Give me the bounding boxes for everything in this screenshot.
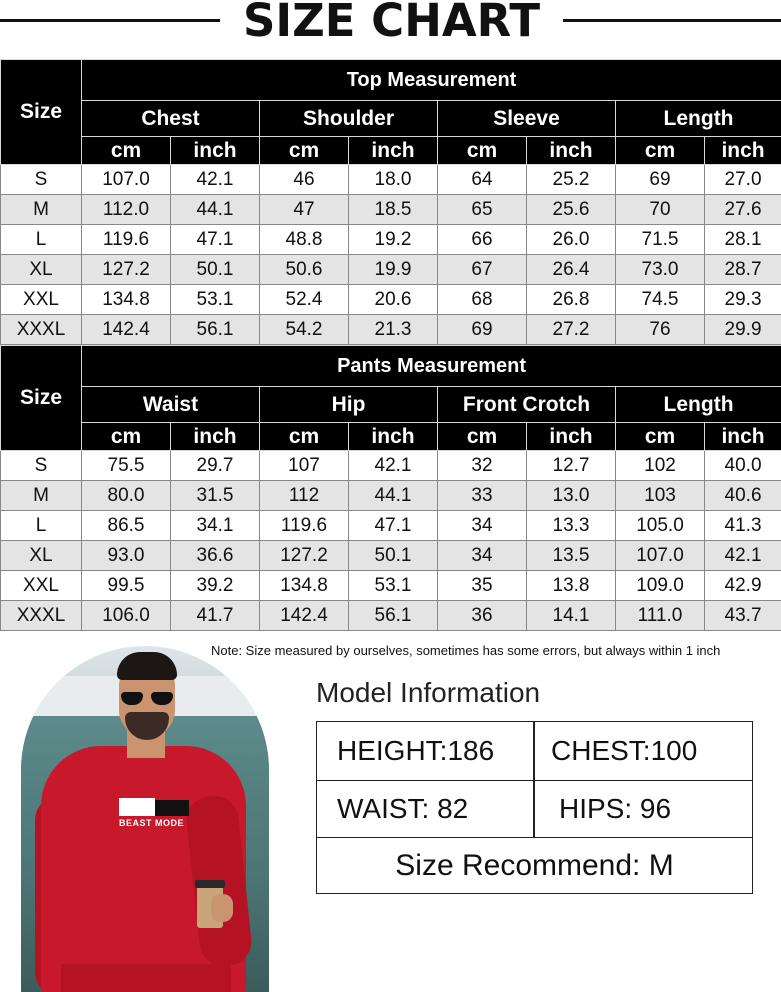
unit-header-inch: inch <box>527 137 616 165</box>
unit-header-cm: cm <box>82 137 171 165</box>
measurement-cell: 112 <box>260 481 349 511</box>
sunglasses-icon <box>121 692 173 705</box>
measurement-cell: 65 <box>438 195 527 225</box>
measurement-cell: 52.4 <box>260 285 349 315</box>
measurement-cell: 107 <box>260 451 349 481</box>
measurement-cell: 46 <box>260 165 349 195</box>
measurement-cell: 44.1 <box>171 195 260 225</box>
unit-header-cm: cm <box>82 423 171 451</box>
table-row <box>1 285 781 315</box>
measurement-cell: 80.0 <box>82 481 171 511</box>
group-header-hip: Hip <box>260 387 438 423</box>
measurement-cell: 127.2 <box>260 541 349 571</box>
measurement-cell: 28.7 <box>705 255 781 285</box>
measurement-cell: 106.0 <box>82 601 171 631</box>
size-cell: M <box>1 195 82 225</box>
size-cell: XXL <box>1 285 82 315</box>
size-recommendation: Size Recommend: M <box>395 848 674 882</box>
measurement-cell: 109.0 <box>616 571 705 601</box>
model-info-row <box>317 838 752 893</box>
measurement-cell: 53.1 <box>349 571 438 601</box>
table-row <box>1 601 781 631</box>
size-cell: XXXL <box>1 315 82 345</box>
model-info-heading: Model Information <box>316 677 541 708</box>
model-hair <box>117 652 177 680</box>
measurement-cell: 29.3 <box>705 285 781 315</box>
measurement-cell: 50.1 <box>349 541 438 571</box>
table-row <box>1 315 781 345</box>
model-info-box <box>316 721 753 894</box>
measurement-cell: 14.1 <box>527 601 616 631</box>
measurement-cell: 48.8 <box>260 225 349 255</box>
title-rule-right <box>563 19 781 22</box>
model-height: HEIGHT:186 <box>337 735 495 766</box>
measurement-cell: 107.0 <box>82 165 171 195</box>
measurement-cell: 74.5 <box>616 285 705 315</box>
unit-header-cm: cm <box>260 137 349 165</box>
unit-header-inch: inch <box>349 423 438 451</box>
measurement-cell: 50.1 <box>171 255 260 285</box>
measurement-cell: 107.0 <box>616 541 705 571</box>
table-row <box>1 225 781 255</box>
measurement-cell: 34 <box>438 541 527 571</box>
measurement-cell: 41.3 <box>705 511 781 541</box>
group-header-waist: Waist <box>82 387 260 423</box>
table-row <box>1 481 781 511</box>
measurement-cell: 20.6 <box>349 285 438 315</box>
pants-measurement-heading: Pants Measurement <box>82 346 781 387</box>
shirt-print-text: BEAST MODE <box>119 818 185 828</box>
measurement-cell: 75.5 <box>82 451 171 481</box>
measurement-cell: 99.5 <box>82 571 171 601</box>
unit-header-cm: cm <box>616 423 705 451</box>
measurement-cell: 54.2 <box>260 315 349 345</box>
measurement-cell: 36.6 <box>171 541 260 571</box>
measurement-cell: 42.1 <box>349 451 438 481</box>
page-title: SIZE CHART <box>242 0 541 47</box>
measurement-cell: 142.4 <box>82 315 171 345</box>
measurement-cell: 43.7 <box>705 601 781 631</box>
measurement-cell: 64 <box>438 165 527 195</box>
measurement-cell: 35 <box>438 571 527 601</box>
unit-header-inch: inch <box>349 137 438 165</box>
measurement-cell: 111.0 <box>616 601 705 631</box>
measurement-cell: 50.6 <box>260 255 349 285</box>
shirt-print <box>119 798 191 836</box>
table-row <box>1 165 781 195</box>
measurement-cell: 42.9 <box>705 571 781 601</box>
measurement-cell: 34 <box>438 511 527 541</box>
unit-header-cm: cm <box>260 423 349 451</box>
measurement-cell: 29.7 <box>171 451 260 481</box>
measurement-cell: 56.1 <box>349 601 438 631</box>
size-column-header: Size <box>1 60 82 165</box>
unit-header-inch: inch <box>171 423 260 451</box>
measurement-cell: 103 <box>616 481 705 511</box>
measurement-cell: 26.4 <box>527 255 616 285</box>
model-hand <box>211 894 233 922</box>
size-column-header: Size <box>1 346 82 451</box>
measurement-cell: 25.6 <box>527 195 616 225</box>
model-chest: CHEST:100 <box>551 735 698 766</box>
measurement-cell: 142.4 <box>260 601 349 631</box>
measurement-cell: 70 <box>616 195 705 225</box>
unit-header-inch: inch <box>171 137 260 165</box>
measurement-cell: 56.1 <box>171 315 260 345</box>
measurement-cell: 19.9 <box>349 255 438 285</box>
group-header-length: Length <box>616 101 781 137</box>
measurement-cell: 44.1 <box>349 481 438 511</box>
measurement-cell: 29.9 <box>705 315 781 345</box>
measurement-cell: 47 <box>260 195 349 225</box>
unit-header-inch: inch <box>705 423 781 451</box>
table-row <box>1 541 781 571</box>
measurement-cell: 13.3 <box>527 511 616 541</box>
pants-measurement-table <box>0 345 781 631</box>
size-cell: XXXL <box>1 601 82 631</box>
measurement-cell: 134.8 <box>260 571 349 601</box>
size-chart-header <box>0 0 781 46</box>
pants-measurement-rows <box>1 451 781 631</box>
group-header-length: Length <box>616 387 781 423</box>
measurement-cell: 21.3 <box>349 315 438 345</box>
measurement-cell: 42.1 <box>705 541 781 571</box>
measurement-cell: 19.2 <box>349 225 438 255</box>
model-waist: WAIST: 82 <box>337 793 469 824</box>
measurement-cell: 69 <box>438 315 527 345</box>
measurement-cell: 13.0 <box>527 481 616 511</box>
measurement-cell: 119.6 <box>260 511 349 541</box>
measurement-cell: 119.6 <box>82 225 171 255</box>
measurement-cell: 134.8 <box>82 285 171 315</box>
measurement-cell: 26.8 <box>527 285 616 315</box>
table-row <box>1 255 781 285</box>
measurement-cell: 47.1 <box>171 225 260 255</box>
size-cell: L <box>1 225 82 255</box>
size-cell: M <box>1 481 82 511</box>
size-cell: XXL <box>1 571 82 601</box>
group-header-chest: Chest <box>82 101 260 137</box>
measurement-cell: 73.0 <box>616 255 705 285</box>
model-info-divider <box>533 722 535 838</box>
size-cell: S <box>1 165 82 195</box>
size-cell: XL <box>1 541 82 571</box>
measurement-cell: 105.0 <box>616 511 705 541</box>
measurement-cell: 66 <box>438 225 527 255</box>
measurement-cell: 102 <box>616 451 705 481</box>
measurement-cell: 33 <box>438 481 527 511</box>
measurement-cell: 27.2 <box>527 315 616 345</box>
model-photo <box>21 646 269 992</box>
measurement-cell: 47.1 <box>349 511 438 541</box>
measurement-cell: 40.0 <box>705 451 781 481</box>
unit-header-cm: cm <box>438 423 527 451</box>
unit-header-cm: cm <box>616 137 705 165</box>
measurement-cell: 26.0 <box>527 225 616 255</box>
measurement-cell: 13.5 <box>527 541 616 571</box>
measurement-cell: 31.5 <box>171 481 260 511</box>
unit-header-inch: inch <box>527 423 616 451</box>
model-info-row <box>317 722 752 781</box>
measurement-cell: 41.7 <box>171 601 260 631</box>
measurement-cell: 68 <box>438 285 527 315</box>
measurement-cell: 36 <box>438 601 527 631</box>
unit-header-inch: inch <box>705 137 781 165</box>
measurement-cell: 127.2 <box>82 255 171 285</box>
model-hips: HIPS: 96 <box>559 793 672 824</box>
top-measurement-heading: Top Measurement <box>82 60 781 101</box>
measurement-cell: 27.6 <box>705 195 781 225</box>
table-row <box>1 571 781 601</box>
measurement-cell: 25.2 <box>527 165 616 195</box>
measurement-cell: 76 <box>616 315 705 345</box>
measurement-cell: 34.1 <box>171 511 260 541</box>
top-measurement-rows <box>1 165 781 345</box>
measurement-cell: 40.6 <box>705 481 781 511</box>
model-info-row <box>317 781 752 838</box>
size-cell: L <box>1 511 82 541</box>
measurement-cell: 18.0 <box>349 165 438 195</box>
measurement-cell: 32 <box>438 451 527 481</box>
measurement-cell: 28.1 <box>705 225 781 255</box>
model-red-pants <box>61 964 231 992</box>
measurement-cell: 67 <box>438 255 527 285</box>
measurement-cell: 69 <box>616 165 705 195</box>
measurement-note: Note: Size measured by ourselves, sometimes has some errors, but always within 1 inch <box>211 643 721 658</box>
table-row <box>1 451 781 481</box>
title-rule-left <box>0 19 220 22</box>
table-row <box>1 195 781 225</box>
measurement-cell: 27.0 <box>705 165 781 195</box>
measurement-cell: 42.1 <box>171 165 260 195</box>
unit-header-row <box>1 423 781 451</box>
top-measurement-table <box>0 59 781 345</box>
size-cell: XL <box>1 255 82 285</box>
size-cell: S <box>1 451 82 481</box>
measurement-cell: 18.5 <box>349 195 438 225</box>
group-header-front-crotch: Front Crotch <box>438 387 616 423</box>
measurement-cell: 93.0 <box>82 541 171 571</box>
group-header-shoulder: Shoulder <box>260 101 438 137</box>
measurement-cell: 53.1 <box>171 285 260 315</box>
unit-header-row <box>1 137 781 165</box>
measurement-cell: 12.7 <box>527 451 616 481</box>
table-row <box>1 511 781 541</box>
group-header-sleeve: Sleeve <box>438 101 616 137</box>
measurement-cell: 71.5 <box>616 225 705 255</box>
measurement-cell: 86.5 <box>82 511 171 541</box>
measurement-cell: 112.0 <box>82 195 171 225</box>
measurement-cell: 13.8 <box>527 571 616 601</box>
unit-header-cm: cm <box>438 137 527 165</box>
measurement-cell: 39.2 <box>171 571 260 601</box>
